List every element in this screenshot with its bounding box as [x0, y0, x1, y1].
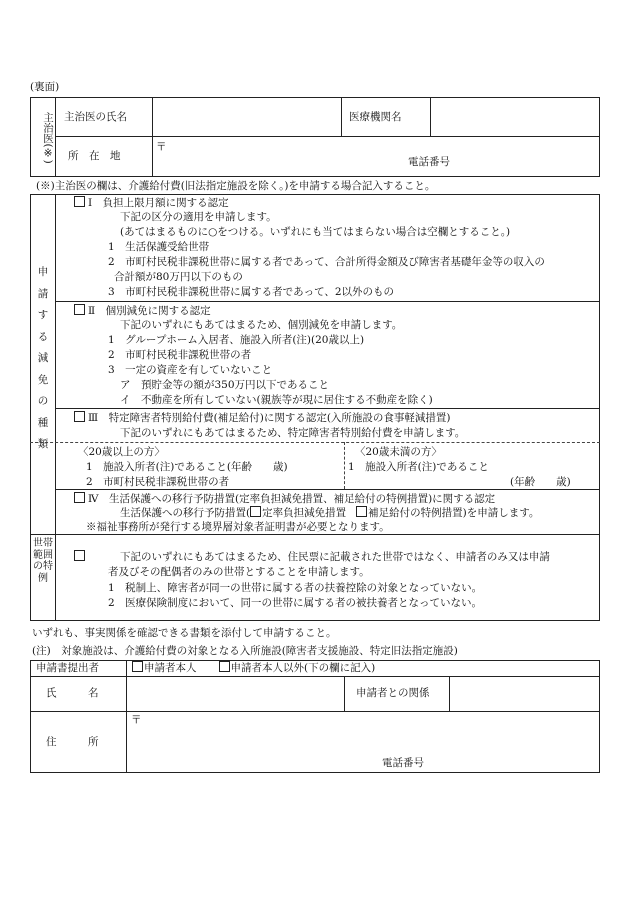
- option-supplement-label: 補足給付の特例措置: [368, 507, 463, 519]
- section-1-line: 下記の区分の適用を申請します。: [120, 211, 277, 223]
- submitter-self-label: 申請者本人: [144, 662, 197, 674]
- submitter-options: [132, 661, 375, 675]
- doctor-postal-mark: 〒: [156, 141, 167, 153]
- section-2-suboption: イ 不動産を所有していない(親族等が現に居住する不動産を除く): [120, 394, 433, 406]
- section-1-line: (あてはまるものに○をつける。いずれにも当てはまらない場合は空欄とすること。): [120, 226, 511, 238]
- section-2-suboption: ア 預貯金等の額が350万円以下であること: [120, 379, 330, 391]
- household-line: 下記のいずれにもあてはまるため、住民票に記載された世帯ではなく、申請者のみ又は申請: [120, 551, 550, 563]
- section-2-option: 1 グループホーム入居者、施設入所者(注)(20歳以上): [108, 334, 365, 346]
- section-3-right-line: 1 施設入所者(注)であること: [348, 461, 489, 473]
- section-3-left-line: 2 市町村民税非課税世帯の者: [86, 476, 230, 488]
- target-facility-note: (注) 対象施設は、介護給付費の対象となる入所施設(障害者支援施設、特定旧法指定施設): [32, 645, 458, 657]
- relation-field[interactable]: [453, 680, 596, 708]
- household-side-label: 世帯範囲の特例: [33, 538, 53, 584]
- household-checkbox-row: [74, 550, 88, 564]
- section-4-line: [120, 506, 539, 520]
- household-checkbox[interactable]: [74, 550, 85, 561]
- section-4-note: ※福祉事務所が発行する境界層対象者証明書が必要となります。: [86, 521, 390, 533]
- household-option: 1 税制上、障害者が同一の世帯に属する者の扶養控除の対象となっていない。: [108, 582, 483, 594]
- option-fixed-rate-checkbox[interactable]: [250, 506, 261, 517]
- section-2-option: 2 市町村民税非課税世帯の者: [108, 349, 252, 361]
- submitter-other-checkbox[interactable]: [219, 661, 230, 672]
- section-2-title: [74, 304, 211, 318]
- doctor-table: [30, 97, 600, 177]
- section-2-line: 下記のいずれにもあてはまるため、個別減免を申請します。: [120, 319, 403, 331]
- relation-label: 申請者との関係: [356, 687, 430, 699]
- section-3-title-text: Ⅲ 特定障害者特別給付費(補足給付)に関する認定(入所施設の食事軽減措置): [88, 412, 451, 424]
- section-3-line: 下記のいずれにもあてはまるため、特定障害者特別給付費を申請します。: [120, 427, 466, 439]
- section-1-checkbox[interactable]: [74, 196, 85, 207]
- section-3-title: [74, 411, 451, 425]
- submitter-postal-mark: 〒: [131, 714, 142, 726]
- section-4-line-a: 生活保護への移行予防措置(: [120, 507, 251, 519]
- section-1-title: [74, 196, 229, 210]
- section-3-right-age: (年齢 歳): [510, 476, 571, 488]
- submitter-other-label: 申請者本人以外(下の欄に記入): [230, 662, 376, 674]
- submitter-address-field[interactable]: [145, 715, 595, 755]
- doctor-phone-label: 電話番号: [408, 156, 450, 168]
- household-line: 者及びその配偶者のみの世帯とすることを申請します。: [108, 566, 370, 578]
- submitter-self-checkbox[interactable]: [132, 661, 143, 672]
- doctor-name-label: 主治医の氏名: [64, 111, 127, 123]
- section-1-title-text: Ⅰ 負担上限月額に関する認定: [88, 197, 229, 209]
- section-3-left-line: 1 施設入所者(注)であること(年齢 歳): [86, 461, 288, 473]
- back-side-label: (裏面): [30, 81, 60, 93]
- submitter-name-field[interactable]: [130, 680, 340, 708]
- doctor-side-label: 主治医(※): [42, 112, 54, 164]
- section-4-title-text: Ⅳ 生活保護への移行予防措置(定率負担減免措置、補足給付の特例措置)に関する認定: [88, 493, 496, 505]
- section-3-checkbox[interactable]: [74, 411, 85, 422]
- section-1-option: 1 生活保護受給世帯: [108, 241, 210, 253]
- submitter-label: 申請書提出者: [36, 662, 99, 674]
- submitter-name-label: 氏 名: [46, 687, 99, 699]
- section-4-title: [74, 492, 495, 506]
- section-4-checkbox[interactable]: [74, 492, 85, 503]
- reduction-side-label: 申請する減免の種類: [37, 266, 49, 450]
- section-4-line-b: )を申請します。: [462, 507, 540, 519]
- section-2-option: 3 一定の資産を有していないこと: [108, 364, 273, 376]
- section-2-title-text: Ⅱ 個別減免に関する認定: [88, 305, 211, 317]
- section-1-option: 3 市町村民税非課税世帯に属する者であって、2以外のもの: [108, 286, 395, 298]
- option-supplement-checkbox[interactable]: [356, 506, 367, 517]
- section-1-option: 2 市町村民税非課税世帯に属する者であって、合計所得金額及び障害者基礎年金等の収入の: [108, 256, 545, 268]
- household-option: 2 医療保険制度において、同一の世帯に属する者の被扶養者となっていない。: [108, 597, 482, 609]
- section-3-left-head: 〈20歳以上の方〉: [78, 446, 165, 458]
- section-2-checkbox[interactable]: [74, 304, 85, 315]
- section-1-option-cont: 合計額が80万円以下のもの: [114, 271, 243, 283]
- option-fixed-rate-label: 定率負担減免措置: [262, 507, 347, 519]
- attach-note: いずれも、事実関係を確認できる書類を添付して申請すること。: [32, 627, 337, 639]
- doctor-note: (※)主治医の欄は、介護給付費(旧法指定施設を除く。)を申請する場合記入すること。: [36, 180, 436, 192]
- institution-label: 医療機関名: [349, 111, 402, 123]
- section-3-right-head: 〈20歳未満の方〉: [355, 446, 442, 458]
- doctor-address-label: 所 在 地: [68, 150, 121, 162]
- submitter-address-label: 住 所: [46, 736, 99, 748]
- submitter-phone-label: 電話番号: [382, 757, 424, 769]
